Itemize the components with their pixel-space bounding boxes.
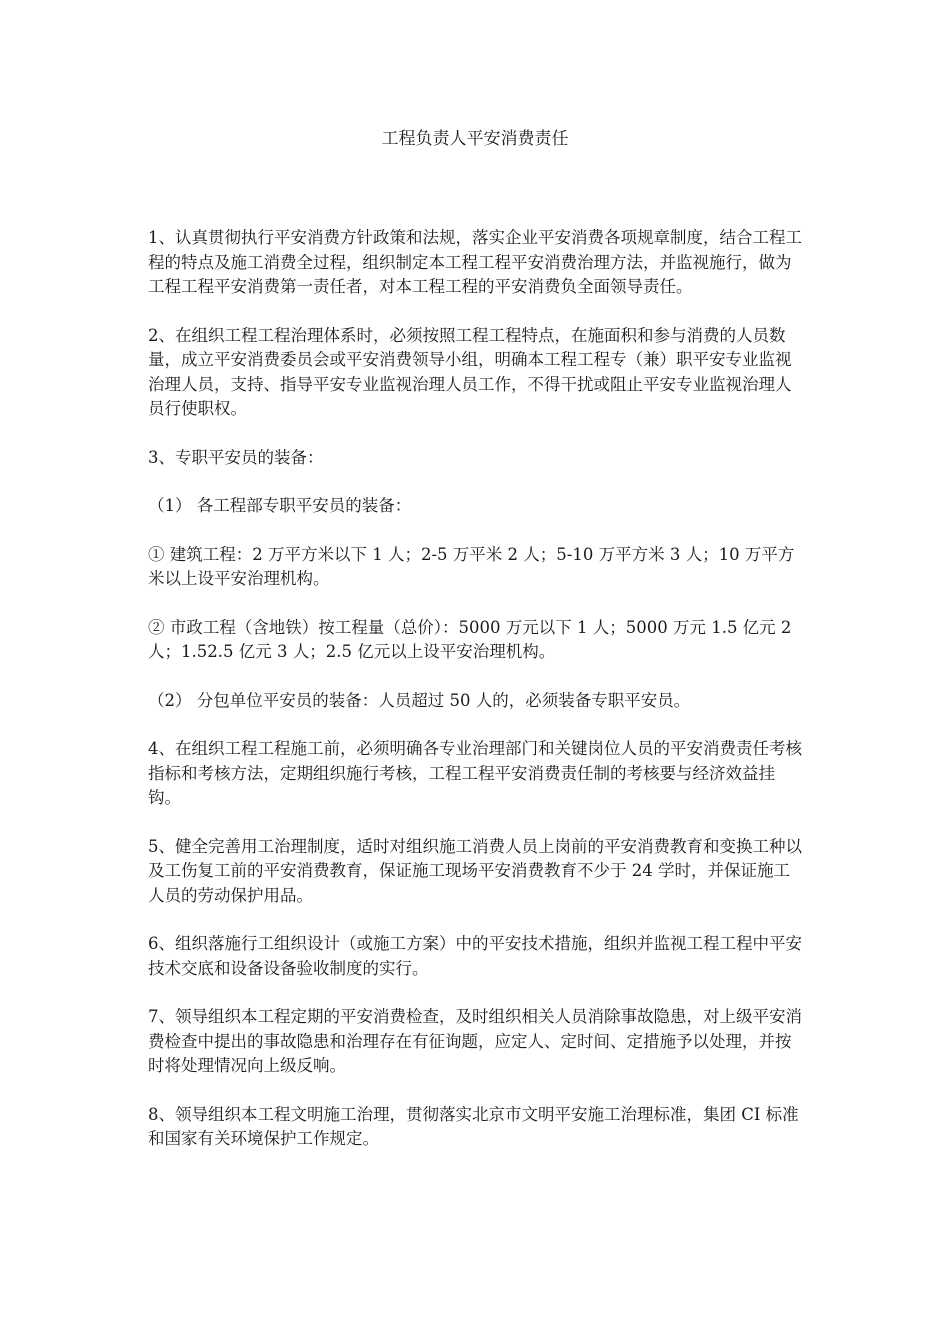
paragraph-7: 7、领导组织本工程定期的平安消费检查，及时组织相关人员消除事故隐患，对上级平安消费检查中提出的事故隐患和治理存在有征询题，应定人、定时间、定措施予以处理，并按时将处理情况向上级反响。	[148, 1007, 802, 1075]
paragraph-3-1: （1） 各工程部专职平安员的装备：	[148, 496, 412, 515]
document-title: 工程负责人平安消费责任	[381, 129, 569, 149]
paragraph-4: 4、在组织工程工程施工前，必须明确各专业治理部门和关键岗位人员的平安消费责任考核指标和考核方法，定期组织施行考核，工程工程平安消费责任制的考核要与经济效益挂钩。	[148, 739, 802, 807]
paragraph-1: 1、认真贯彻执行平安消费方针政策和法规，落实企业平安消费各项规章制度，结合工程工程的特点及施工消费全过程，组织制定本工程工程平安消费治理方法，并监视施行，做为工程工程平安消费第一责任者，对本工程工程的平安消费负全面领导责任。	[148, 228, 802, 296]
paragraph-3-1-b: ② 市政工程（含地铁）按工程量（总价）：5000 万元以下 1 人；5000 万元 1.5 亿元 2 人；1.52.5 亿元 3 人；2.5 亿元以上设平安治理机构。	[148, 617, 792, 661]
paragraph-3-1-a: ① 建筑工程：2 万平方米以下 1 人；2-5 万平米 2 人；5-10 万平方米 3 人；10 万平方米以上设平安治理机构。	[148, 544, 795, 588]
paragraph-6: 6、组织落施行工组织设计（或施工方案）中的平安技术措施，组织并监视工程工程中平安技术交底和设备设备验收制度的实行。	[148, 934, 802, 978]
paragraph-2: 2、在组织工程工程治理体系时，必须按照工程工程特点，在施面积和参与消费的人员数量，成立平安消费委员会或平安消费领导小组，明确本工程工程专（兼）职平安专业监视治理人员，支持、指导平安专业监视治理人员工作，不得干扰或阻止平安专业监视治理人员行使职权。	[148, 325, 792, 418]
paragraph-3-2: （2） 分包单位平安员的装备：人员超过 50 人的，必须装备专职平安员。	[148, 690, 691, 710]
paragraph-5: 5、健全完善用工治理制度，适时对组织施工消费人员上岗前的平安消费教育和变换工种以及工伤复工前的平安消费教育，保证施工现场平安消费教育不少于 24 学时，并保证施工人员的劳动保护用品。	[148, 836, 802, 905]
paragraph-8: 8、领导组织本工程文明施工治理，贯彻落实北京市文明平安施工治理标准，集团 CI 标准和国家有关环境保护工作规定。	[148, 1104, 799, 1148]
paragraph-3: 3、专职平安员的装备：	[148, 447, 324, 467]
document-body	[148, 226, 803, 1176]
